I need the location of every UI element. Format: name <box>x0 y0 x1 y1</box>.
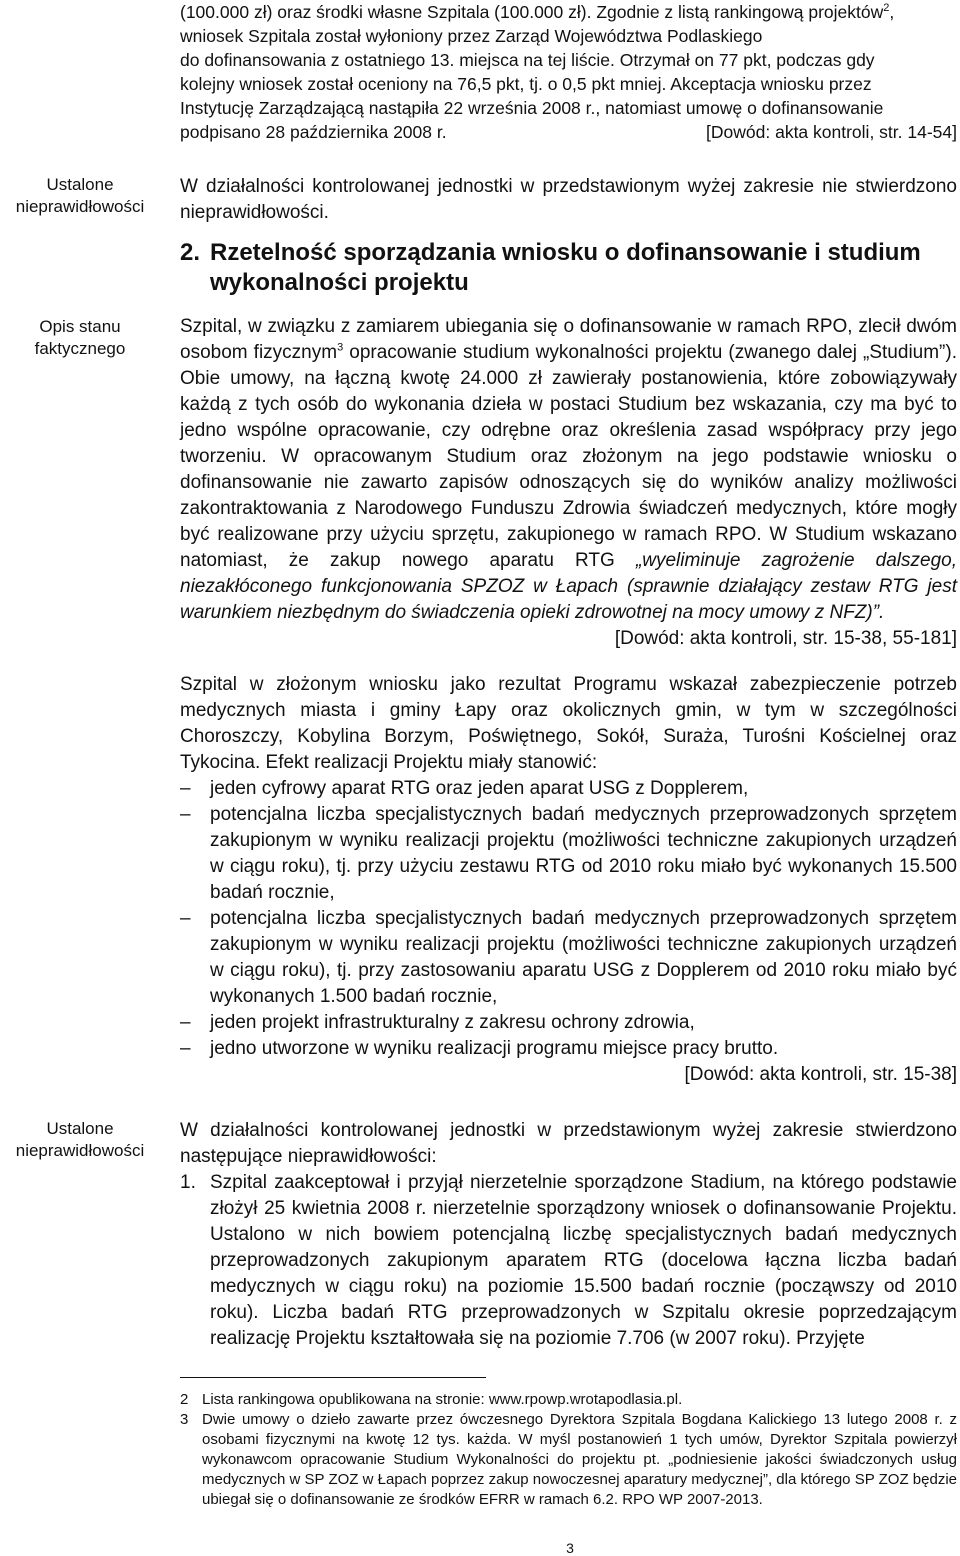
margin-note-findings-2: Ustalone nieprawidłowości <box>15 1119 145 1160</box>
evidence-reference: [Dowód: akta kontroli, str. 15-38, 55-181] <box>614 628 957 649</box>
footnote-separator <box>180 1377 486 1378</box>
footnote-ref: 3 <box>337 341 344 354</box>
margin-note-factual-state: Opis stanu faktycznego <box>34 317 126 358</box>
section-heading <box>180 238 957 298</box>
footnotes <box>180 1390 957 1510</box>
list-item: – jeden projekt infrastrukturalny z zakresu ochrony zdrowia, <box>180 1010 957 1036</box>
list-item: – potencjalna liczba specjalistycznych badań medycznych przeprowadzonych sprzętem zakupionym w wyniku realizacji projektu (możliwości techniczne zakupionych urządzeń w ciągu roku), tj. przy użyciu zestawu RTG od 2010 roku miało być wykonanych 15.500 badań rocznie, <box>180 802 957 906</box>
dash-bullet: – <box>180 778 191 799</box>
section-paragraph-2: Szpital w złożonym wniosku jako rezultat Programu wskazał zabezpieczenie potrzeb medycznych miasta i gminy Łapy oraz okolicznych gmin, w tym w szczególności Choroszczy, Kobylina Borzym, Poświętnego, Sokół, Suraża, Turośni Kościelnej oraz Tykocina. Efekt realizacji Projektu miały stanowić: <box>180 674 957 773</box>
section-title-line-1: Rzetelność sporządzania wniosku o dofinansowanie i studium <box>210 239 921 266</box>
margin-note-findings-1: Ustalone nieprawidłowości <box>15 175 145 216</box>
list-item: – potencjalna liczba specjalistycznych badań medycznych przeprowadzonych sprzętem zakupionym w wyniku realizacji projektu (możliwości techniczne zakupionych urządzeń w ciągu roku), tj. przy zastosowaniu aparatu USG z Dopplerem od 2010 roku miało być wykonanych 1.500 badań rocznie, <box>180 906 957 1010</box>
list-item: – jedno utworzone w wyniku realizacji programu miejsce pracy brutto. <box>180 1036 957 1062</box>
findings-paragraph-1: W działalności kontrolowanej jednostki w przedstawionym wyżej zakresie nie stwierdzono nieprawidłowości. <box>180 176 957 223</box>
footnote-ref: 2 <box>883 2 890 15</box>
intro-line: wniosek Szpitala został wyłoniony przez Zarząd Województwa Podlaskiego <box>180 26 763 46</box>
dash-bullet: – <box>180 1012 191 1033</box>
item-number: 1. <box>180 1172 196 1193</box>
intro-line: Instytucję Zarządzającą nastąpiła 22 września 2008 r., natomiast umowę o dofinansowanie <box>180 98 884 118</box>
numbered-item: 1. Szpital zaakceptował i przyjął nierzetelnie sporządzone Stadium, na którego podstawie złożył 25 kwietnia 2008 r. nierzetelnie sporządzony wniosek o dofinansowanie Projektu. Ustalono w nich bowiem potencjalną liczbę specjalistycznych badań medycznych przeprowadzonych zakupionym aparatem RTG (docelowa łączna liczba badań medycznych w ciągu roku) na poziomie 15.500 badań rocznie (począwszy od 2010 roku). Liczba badań RTG przeprowadzonych w Szpitalu okresie poprzedzającym realizację Projektu kształtowała się na poziomie 7.706 (w 2007 roku). Przyjęte <box>180 1170 957 1352</box>
evidence-reference: [Dowód: akta kontroli, str. 14-54] <box>706 122 957 142</box>
footnote: 2 Lista rankingowa opublikowana na stronie: www.rpowp.wrotapodlasia.pl. <box>180 1391 683 1408</box>
dash-bullet: – <box>180 804 191 825</box>
dash-bullet: – <box>180 908 191 929</box>
effects-list <box>180 776 957 1088</box>
section-number: 2. <box>180 239 201 266</box>
intro-last-line: podpisano 28 października 2008 r. [Dowód: akta kontroli, str. 14-54] <box>180 122 957 142</box>
studium-quote: „wyeliminuje zagrożenie dalszego, niezakłóconego funkcjonowania SPZOZ w Łapach (sprawnie działający zestaw RTG jest warunkiem niezbędnym do świadczenia opieki zdrowotnej na mocy umowy z NFZ)”. <box>180 550 957 623</box>
intro-paragraph <box>180 0 957 144</box>
footnote-number: 3 <box>180 1411 189 1428</box>
footnote: 3 Dwie umowy o dzieło zawarte przez ówczesnego Dyrektora Szpitala Bogdana Kalickiego 13 lutego 2008 r. z osobami fizycznymi na kwotę 12 tys. każda. W myśl postanowień 1 tych umów, Dyrektor Szpitala powierzył wykonawcom opracowanie Studium Wykonalności do projektu pt. „podniesienie jakości świadczonych usług medycznych w SP ZOZ w Łapach poprzez zakup nowoczesnej aparatury medycznej”, dla którego SP ZOZ będzie ubiegał się o dofinansowanie ze środków EFRR w ramach 6.2. RPO WP 2007-2013. <box>180 1411 957 1508</box>
section-paragraph-1: Szpital, w związku z zamiarem ubiegania się o dofinansowanie w ramach RPO, zlecił dwóm osobom fizycznym$^3$ opracowanie studium wykonalności projektu (zwanego dalej „Studium”). Obie umowy, na łączną kwotę 24.000 zł zawierały postanowienia, które zobowiązywały każdą z tych osób do wykonania dzieła w postaci Studium bez wskazania, czy ma być to jedno wspólne opracowanie, czy odrębne oraz określenia zasad współpracy przy jego tworzeniu. W opracowanym Studium oraz złożonym na jego podstawie wniosku o dofinansowanie nie zawarto zapisów odnoszących się do wyników analizy możliwości zakontraktowania z Narodowego Funduszu Zdrowia świadczeń medycznych, które mogły być realizowane przy użyciu sprzętu, zakupionego w ramach RPO. W Studium wskazano natomiast, że zakup nowego aparatu RTG „wyeliminuje zagrożenie dalszego, niezakłóconego funkcjonowania SPZOZ w Łapach (sprawnie działający zestaw RTG jest warunkiem niezbędnym do świadczenia opieki zdrowotnej na mocy umowy z NFZ)”. [Dowód: akta kontroli, str. 15-38, 55-181] <box>180 314 957 652</box>
intro-line: (100.000 zł) oraz środki własne Szpitala (100.000 zł). Zgodnie z listą rankingową projektów$^2$, <box>180 2 895 22</box>
section-title-line-2: wykonalności projektu <box>210 269 469 296</box>
list-item: – jeden cyfrowy aparat RTG oraz jeden aparat USG z Dopplerem, <box>180 776 957 802</box>
evidence-reference: [Dowód: akta kontroli, str. 15-38] <box>684 1064 957 1085</box>
intro-line: do dofinansowania z ostatniego 13. miejsca na tej liście. Otrzymał on 77 pkt, podczas gdy <box>180 50 875 70</box>
footnote-number: 2 <box>180 1391 189 1408</box>
page-number: 3 <box>566 1540 574 1556</box>
intro-line: kolejny wniosek został oceniony na 76,5 pkt, tj. o 0,5 pkt mniej. Akceptacja wniosku przez <box>180 74 872 94</box>
findings-paragraph-2: W działalności kontrolowanej jednostki w przedstawionym wyżej zakresie stwierdzono następujące nieprawidłowości: 1. Szpital zaakceptował i przyjął nierzetelnie sporządzone Stadium, na którego podstawie złożył 25 kwietnia 2008 r. nierzetelnie sporządzony wniosek o dofinansowanie Projektu. Ustalono w nich bowiem potencjalną liczbę specjalistycznych badań medycznych przeprowadzonych zakupionym aparatem RTG (docelowa łączna liczba badań medycznych w ciągu roku) na poziomie 15.500 badań rocznie (począwszy od 2010 roku). Liczba badań RTG przeprowadzonych w Szpitalu okresie poprzedzającym realizację Projektu kształtowała się na poziomie 7.706 (w 2007 roku). Przyjęte <box>180 1118 957 1352</box>
dash-bullet: – <box>180 1038 191 1059</box>
